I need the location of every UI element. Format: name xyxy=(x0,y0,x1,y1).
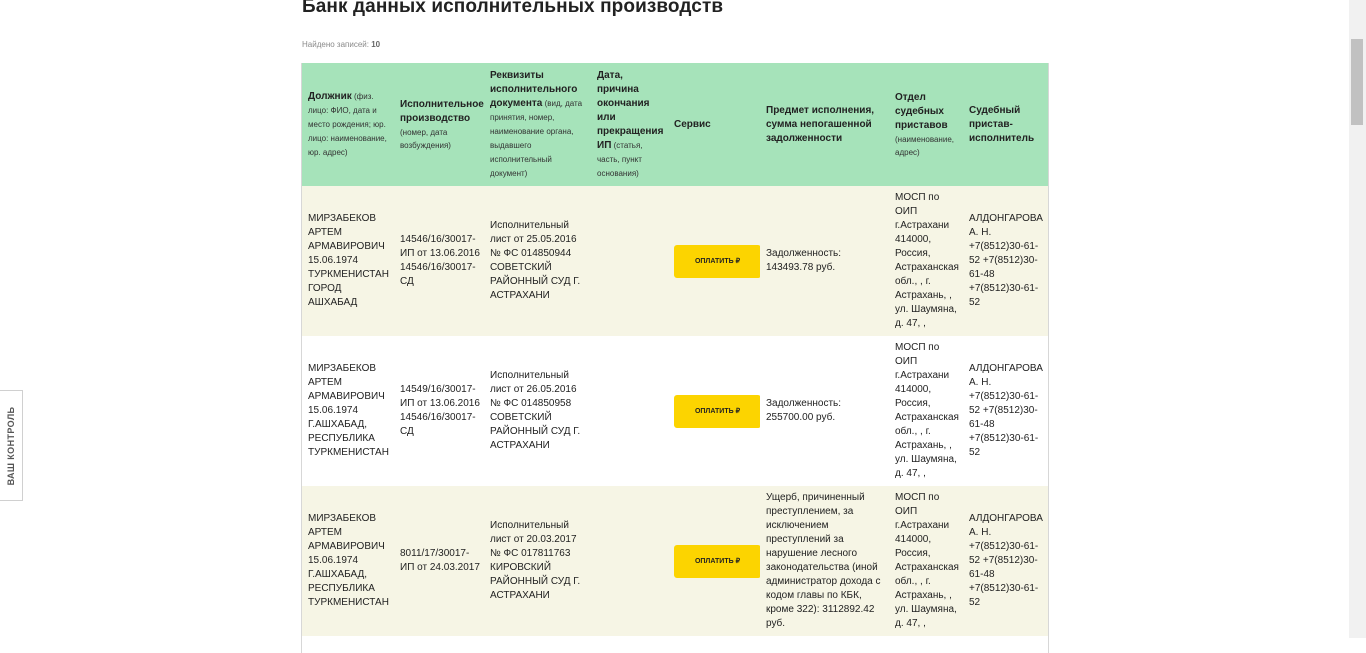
header-document: Реквизиты исполнительного документа (вид, дата принятия, номер, наименование органа, выдавшего исполнительный документ) xyxy=(490,69,583,178)
pay-button[interactable]: ОПЛАТИТЬ ₽ xyxy=(674,395,760,428)
scrollbar-thumb[interactable] xyxy=(1351,39,1363,125)
cell-service xyxy=(668,486,760,636)
results-table-container xyxy=(301,63,1049,653)
header-bailiff: Судебный пристав-исполнитель xyxy=(969,104,1035,144)
records-found-count: 10 xyxy=(371,40,381,49)
table-header-row xyxy=(302,63,1048,186)
header-proceeding: Исполнительное производство (номер, дата возбуждения) xyxy=(400,98,484,150)
side-tab-label: ВАШ КОНТРОЛЬ xyxy=(6,406,16,485)
pay-button[interactable]: ОПЛАТИТЬ ₽ xyxy=(674,545,760,578)
page-title: Банк данных исполнительных производств xyxy=(302,0,724,17)
cell-department: МОСП по ОИП г.Астрахани 414000, Россия, Астраханская обл., , г. Астрахань, , ул. Шаумяна, д. 47, , xyxy=(895,192,959,329)
cell-proceeding: 14549/16/30017-ИП от 13.06.2016 14546/16/30017-СД xyxy=(400,384,480,437)
cell-document: Исполнительный лист от 26.05.2016 № ФС 014850958 СОВЕТСКИЙ РАЙОННЫЙ СУД Г. АСТРАХАНИ xyxy=(490,370,581,451)
header-debtor: Должник (физ. лицо: ФИО, дата и место рождения; юр. лицо: наименование, юр. адрес) xyxy=(308,90,387,157)
header-service: Сервис xyxy=(674,118,711,130)
cell-document: Исполнительный лист от 20.03.2017 № ФС 017811763 КИРОВСКИЙ РАЙОННЫЙ СУД Г. АСТРАХАНИ xyxy=(490,520,581,601)
header-department: Отдел судебных приставов (наименование, адрес) xyxy=(895,91,954,157)
cell-department: МОСП по ОИП г.Астрахани 414000, Россия, Астраханская обл., , г. Астрахань, , ул. Шаумяна, д. 47, , xyxy=(895,342,959,479)
cell-bailiff: АЛДОНГАРОВА А. Н. +7(8512)30-61-52 +7(8512)30-61-48 +7(8512)30-61-52 xyxy=(969,363,1043,458)
cell-debtor: МИРЗАБЕКОВ АРТЕМ АРМАВИРОВИЧ 15.06.1974 Г.АШХАБАД, РЕСПУБЛИКА ТУРКМЕНИСТАН xyxy=(308,513,389,608)
cell-department: МОСП по ОИП г.Астрахани 414000, Россия, Астраханская обл., , г. Астрахань, , ул. Шаумяна, д. 47, , xyxy=(895,492,959,629)
cell-end-date xyxy=(591,186,668,336)
feedback-side-tab[interactable] xyxy=(0,390,23,501)
table-row xyxy=(302,186,1048,336)
records-found xyxy=(302,40,380,49)
table-row xyxy=(302,336,1048,486)
cell-document: Исполнительный лист от 25.05.2016 № ФС 014850944 СОВЕТСКИЙ РАЙОННЫЙ СУД Г. АСТРАХАНИ xyxy=(490,220,581,301)
cell-subject: Ущерб, причиненный преступлением, за исключением преступлений за нарушение лесного законодательства (иной администратор дохода с кодом главы по КБК, кроме 322): 3112892.42 руб. xyxy=(766,492,881,629)
cell-bailiff: АЛДОНГАРОВА А. Н. +7(8512)30-61-52 +7(8512)30-61-48 +7(8512)30-61-52 xyxy=(969,213,1043,308)
results-table xyxy=(302,63,1048,636)
page-scrollbar[interactable] xyxy=(1349,0,1366,638)
table-row xyxy=(302,486,1048,636)
cell-subject: Задолженность: 143493.78 руб. xyxy=(766,248,842,273)
cell-end-date xyxy=(591,486,668,636)
pay-button[interactable]: ОПЛАТИТЬ ₽ xyxy=(674,245,760,278)
cell-debtor: МИРЗАБЕКОВ АРТЕМ АРМАВИРОВИЧ 15.06.1974 Г.АШХАБАД, РЕСПУБЛИКА ТУРКМЕНИСТАН xyxy=(308,363,389,458)
cell-proceeding: 8011/17/30017-ИП от 24.03.2017 xyxy=(400,548,480,573)
cell-proceeding: 14546/16/30017-ИП от 13.06.2016 14546/16/30017-СД xyxy=(400,234,480,287)
cell-subject: Задолженность: 255700.00 руб. xyxy=(766,398,842,423)
cell-end-date xyxy=(591,336,668,486)
records-found-label: Найдено записей: xyxy=(302,40,369,49)
header-end-date: Дата, причина окончания или прекращения ИП (статья, часть, пункт основания) xyxy=(597,69,664,178)
header-subject: Предмет исполнения, сумма непогашенной задолженности xyxy=(766,104,875,144)
cell-service xyxy=(668,336,760,486)
cell-service xyxy=(668,186,760,336)
cell-debtor: МИРЗАБЕКОВ АРТЕМ АРМАВИРОВИЧ 15.06.1974 ТУРКМЕНИСТАН ГОРОД АШХАБАД xyxy=(308,213,389,308)
cell-bailiff: АЛДОНГАРОВА А. Н. +7(8512)30-61-52 +7(8512)30-61-48 +7(8512)30-61-52 xyxy=(969,513,1043,608)
